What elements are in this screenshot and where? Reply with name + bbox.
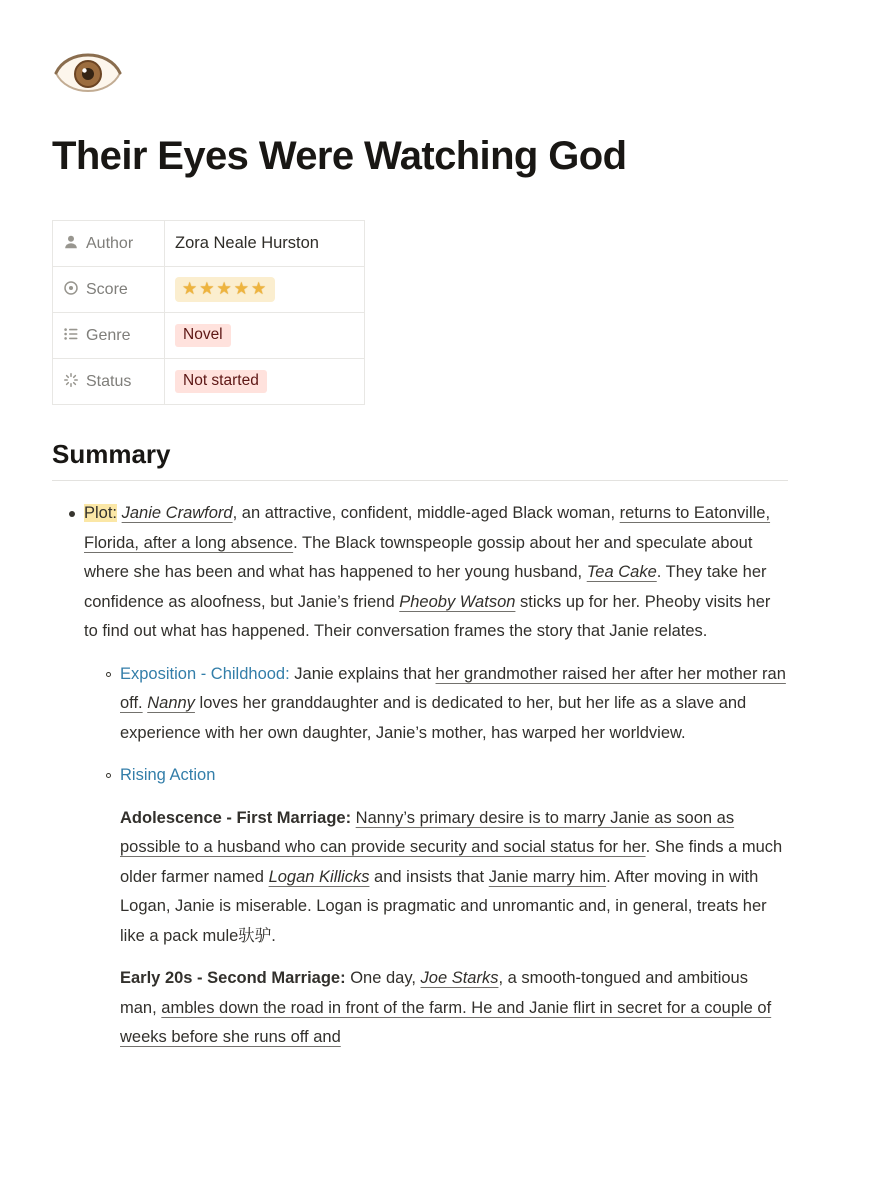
text-run: , an attractive, confident, middle-aged Black woman,	[232, 504, 620, 522]
section-divider	[52, 480, 788, 481]
summary-content	[52, 499, 788, 1053]
adolescence-text	[120, 804, 788, 952]
property-row-genre	[53, 313, 365, 359]
plot-text	[84, 499, 788, 647]
inline-link[interactable]: returns to Eatonville, Florida, after a long absence	[84, 504, 771, 552]
text-run: sticks up for her. Pheoby visits her to find out what has happened. Their conversation frames the story that Janie relates.	[84, 592, 771, 640]
property-value-score	[165, 267, 365, 313]
summary-heading: Summary	[52, 439, 171, 469]
paragraph-adolescence[interactable]	[52, 804, 788, 952]
property-label-genre[interactable]	[53, 313, 165, 359]
bullet-icon	[60, 499, 84, 517]
star-rating[interactable]: ★★★★★	[175, 277, 275, 302]
property-label-text: Genre	[86, 327, 131, 344]
property-value-status	[165, 359, 365, 405]
inline-link[interactable]: Rising Action	[120, 766, 216, 784]
property-value-author[interactable]: Zora Neale Hurston	[165, 221, 365, 267]
properties-table	[52, 220, 365, 405]
inline-link[interactable]: ambles down the road in front of the farm. He and Janie flirt in secret for a couple of weeks before she runs off and	[120, 998, 772, 1046]
text-run: , a smooth-tongued and ambitious man,	[120, 969, 748, 1017]
bullet-item-exposition[interactable]	[52, 660, 788, 749]
eye-icon	[52, 36, 124, 108]
text-run: and insists that	[369, 867, 489, 886]
status-tag[interactable]: Not started	[175, 370, 267, 393]
paragraph-early-20s[interactable]	[52, 964, 788, 1053]
text-run: Janie explains that	[289, 664, 436, 683]
inline-link[interactable]: Tea Cake	[586, 563, 657, 581]
property-label-text: Score	[86, 281, 128, 298]
inline-link[interactable]: Janie marry him	[488, 867, 607, 886]
inline-link[interactable]: Nanny’s primary desire is to marry Janie as soon as possible to a husband who can provide security and social status for her	[120, 808, 735, 856]
hollow-bullet-icon	[96, 761, 120, 778]
text-run: loves her granddaughter and is dedicated to her, but her life as a slave and experience with her own daughter, Janie’s mother, has warped her worldview.	[120, 694, 747, 742]
inline-link[interactable]: Joe Starks	[420, 969, 499, 987]
inline-link[interactable]: Exposition - Childhood:	[120, 664, 290, 683]
inline-link[interactable]: Pheoby Watson	[399, 592, 516, 611]
inline-link[interactable]: Logan Killicks	[268, 867, 370, 886]
property-label-text: Status	[86, 373, 132, 390]
property-label-author[interactable]	[53, 221, 165, 267]
rising-action-text	[120, 761, 788, 791]
early-20s-text	[120, 964, 788, 1053]
property-value-genre	[165, 313, 365, 359]
property-row-score	[53, 267, 365, 313]
target-icon	[63, 280, 79, 296]
exposition-text	[120, 660, 788, 749]
page-title[interactable]: Their Eyes Were Watching God	[52, 134, 627, 178]
property-row-author	[53, 221, 365, 267]
text-run: . They take her confidence as aloofness, but Janie’s friend	[84, 563, 767, 611]
text-run: . The Black townspeople gossip about her and speculate about where she has been and what has happened to her young husband,	[84, 533, 753, 581]
inline-link[interactable]: Janie Crawford	[121, 504, 233, 522]
list-icon	[63, 326, 79, 342]
bullet-item-rising-action[interactable]	[52, 761, 788, 791]
text-run: Plot:	[84, 504, 118, 522]
text-run: One day,	[345, 969, 421, 987]
spinner-icon	[63, 372, 79, 388]
property-label-text: Author	[86, 235, 134, 252]
inline-link[interactable]: her grandmother raised her after her mother ran off.	[120, 664, 786, 712]
hollow-bullet-icon	[96, 660, 120, 677]
inline-link[interactable]: Nanny	[147, 694, 195, 712]
page-icon[interactable]	[52, 36, 124, 108]
property-row-status	[53, 359, 365, 405]
property-label-score[interactable]	[53, 267, 165, 313]
property-label-status[interactable]	[53, 359, 165, 405]
person-icon	[63, 234, 79, 250]
text-run: . After moving in with Logan, Janie is miserable. Logan is pragmatic and unromantic and, in general, treats her like a pack mule驮驴.	[120, 867, 767, 945]
text-run: . She finds a much older farmer named	[120, 838, 783, 886]
bullet-item-plot[interactable]	[52, 499, 788, 647]
genre-tag[interactable]: Novel	[175, 324, 231, 347]
text-run: Adolescence - First Marriage:	[120, 808, 352, 827]
text-run: Early 20s - Second Marriage:	[120, 969, 346, 987]
